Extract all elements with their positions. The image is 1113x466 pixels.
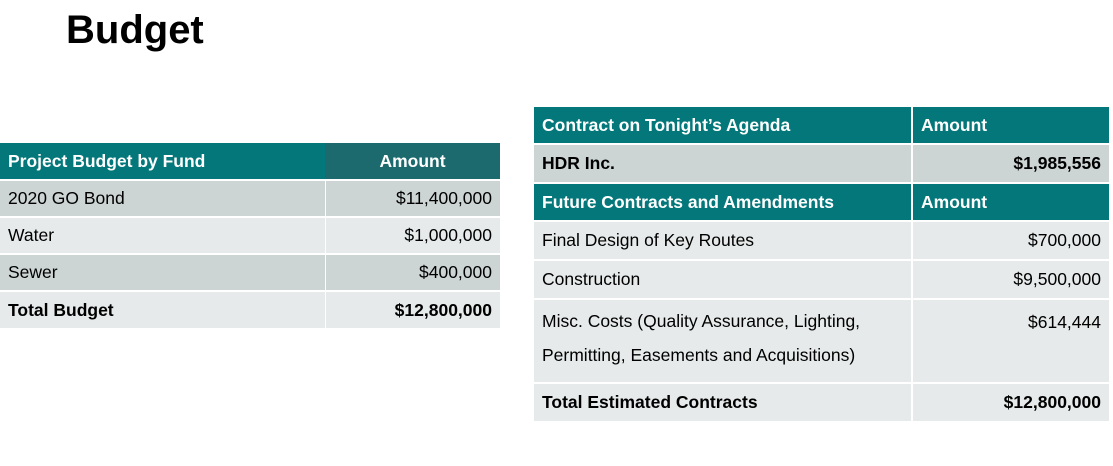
fund-amount: $1,000,000 xyxy=(325,217,500,254)
total-label: Total Budget xyxy=(0,291,325,329)
total-row xyxy=(534,383,1109,422)
section-header-future: Future Contracts and Amendments xyxy=(534,183,912,221)
table-row xyxy=(534,221,1109,260)
fund-label: Water xyxy=(0,217,325,254)
contract-label-line1: Misc. Costs (Quality Assurance, Lighting, xyxy=(542,311,861,331)
table-row xyxy=(0,217,500,254)
table-row xyxy=(534,144,1109,183)
contract-amount: $614,444 xyxy=(912,299,1109,383)
column-header-amount: Amount xyxy=(912,107,1109,144)
section-header-row xyxy=(534,183,1109,221)
contracts-table xyxy=(534,107,1109,423)
contract-label xyxy=(534,299,912,383)
contract-amount: $9,500,000 xyxy=(912,260,1109,299)
table-row xyxy=(0,254,500,291)
total-row xyxy=(0,291,500,329)
page-title: Budget xyxy=(66,8,204,52)
total-amount: $12,800,000 xyxy=(912,383,1109,422)
contract-amount: $700,000 xyxy=(912,221,1109,260)
table-header-row xyxy=(534,107,1109,144)
contract-label: Final Design of Key Routes xyxy=(534,221,912,260)
table-row xyxy=(0,180,500,217)
contract-label: Construction xyxy=(534,260,912,299)
fund-label: Sewer xyxy=(0,254,325,291)
fund-amount: $11,400,000 xyxy=(325,180,500,217)
contract-amount: $1,985,556 xyxy=(912,144,1109,183)
column-header-amount: Amount xyxy=(325,143,500,180)
contract-label-line2: Permitting, Easements and Acquisitions) xyxy=(542,345,856,365)
column-header-contract: Contract on Tonight’s Agenda xyxy=(534,107,912,144)
contract-label: HDR Inc. xyxy=(534,144,912,183)
table-row xyxy=(534,260,1109,299)
table-row xyxy=(534,299,1109,383)
fund-budget-table xyxy=(0,143,500,330)
section-header-amount: Amount xyxy=(912,183,1109,221)
total-label: Total Estimated Contracts xyxy=(534,383,912,422)
total-amount: $12,800,000 xyxy=(325,291,500,329)
column-header-fund: Project Budget by Fund xyxy=(0,143,325,180)
table-header-row xyxy=(0,143,500,180)
fund-amount: $400,000 xyxy=(325,254,500,291)
fund-label: 2020 GO Bond xyxy=(0,180,325,217)
